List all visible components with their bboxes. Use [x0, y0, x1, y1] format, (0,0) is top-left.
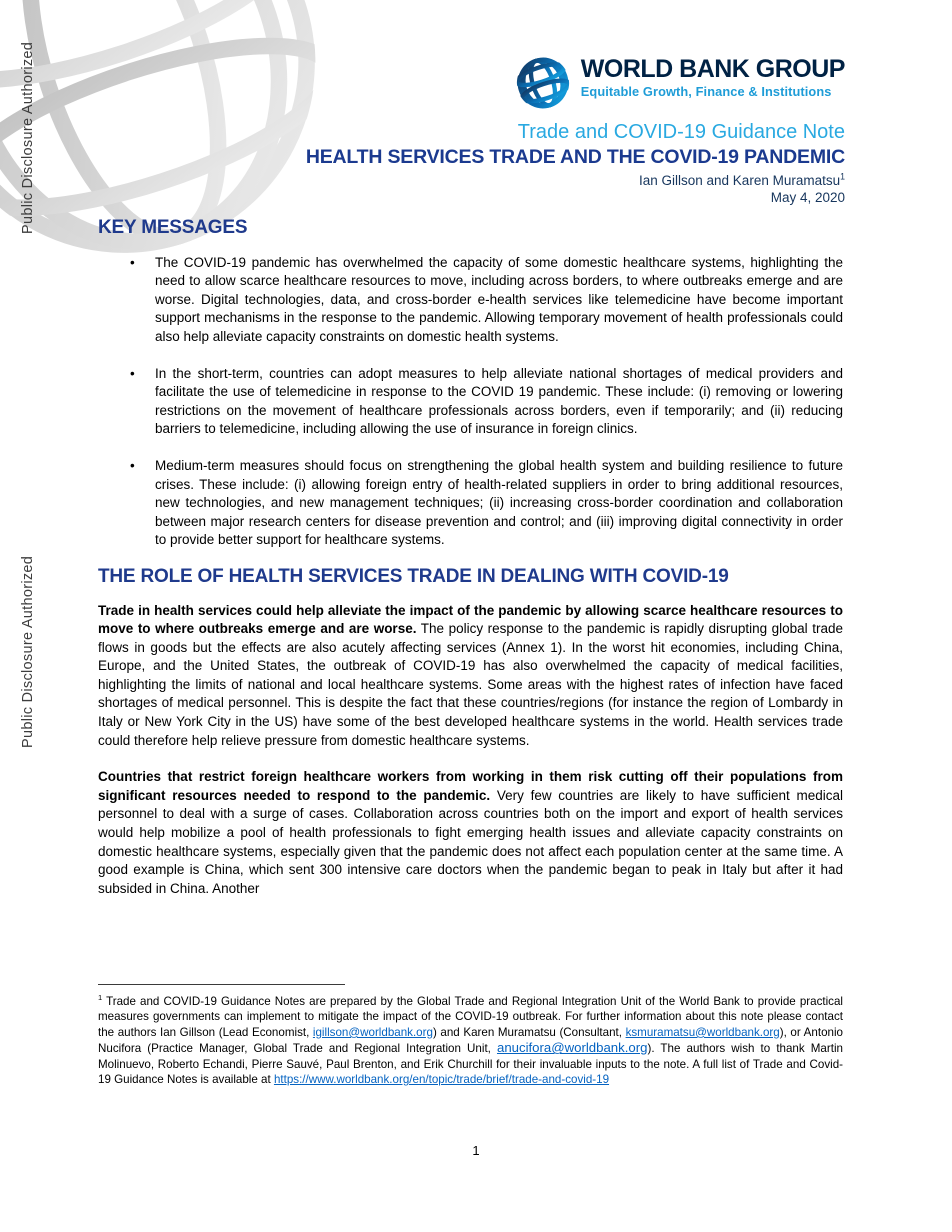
world-bank-globe-icon [514, 54, 572, 112]
footnote-marker: 1 [98, 993, 103, 1003]
role-section-heading: THE ROLE OF HEALTH SERVICES TRADE IN DEALING WITH COVID-19 [98, 565, 729, 587]
footnote-text: ), or Antonio Nucifora (Practice Manager, Global Trade and Regional Integration Unit, [98, 1025, 844, 1056]
paragraph-rest: Very few countries are likely to have sufficient medical personnel to deal with a surge of cases. Collaboration across countries both on the import and export of health services would help mobilize a pool of health professionals to fight emerging health issues and alleviate capacity constraints on domestic healthcare systems, especially given that the pandemic does not affect each population center at the same time. A good example is China, which sent 300 intensive care doctors when the pandemic began to peak in Italy but after it had subsided in China. Another [98, 787, 844, 896]
list-item [130, 254, 843, 347]
paragraph [98, 602, 843, 751]
bullet-text: Medium-term measures should focus on strengthening the global health system and building resilience to future crises. These include: (i) allowing foreign entry of health-related suppliers in order to bring additional resources, new technologies, and new management techniques; (ii) increasing cross-border coordination and collaboration between major research centers for disease prevention and control; and (iii) improving digital connectivity in order to provide better support for healthcare systems. [155, 457, 843, 548]
logo-text-block [581, 54, 845, 99]
footnote-text: ) and Karen Muramatsu (Consultant, [432, 1025, 626, 1039]
footnote-link[interactable]: anucifora@worldbank.org [496, 1040, 648, 1056]
footnote-text: Trade and COVID-19 Guidance Notes are prepared by the Global Trade and Regional Integration Unit of the World Bank to provide practical measures governments can implement to mitigate the impact of the COVID-19 outbreak. For further information about this note please contact the authors Ian Gillson (Lead Economist, [98, 995, 843, 1039]
authors-names: Ian Gillson and Karen Muramatsu [639, 173, 841, 188]
footnote-link[interactable]: ksmuramatsu@worldbank.org [625, 1025, 780, 1039]
public-disclosure-label: Public Disclosure Authorized [20, 41, 36, 234]
footnote-link[interactable]: https://www.worldbank.org/en/topic/trade/brief/trade-and-covid-19 [273, 1073, 610, 1087]
paragraph-lead: Trade in health services could help alleviate the impact of the pandemic by allowing scarce healthcare resources to move to where outbreaks emerge and are worse. [98, 602, 843, 637]
paragraph-rest: The policy response to the pandemic is rapidly disrupting global trade flows in goods but the effects are also acutely affecting services (Annex 1). In the worst hit economies, including China, Europe, and the United States, the outbreak of COVID-19 has also overwhelmed the capacity of medical facilities, highlighting the limits of national and local healthcare systems. Some areas with the highest rates of infection have faced shortages of medical personnel. This is despite the fact that these countries/regions (for instance the region of Lombardy in Italy or New York City in the US) have some of the best developed healthcare systems in the world. Health services trade could therefore help relieve pressure from domestic healthcare systems. [98, 621, 843, 748]
bullet-icon: • [130, 365, 135, 381]
logo-tagline: Equitable Growth, Finance & Institutions [580, 84, 832, 100]
bullet-text: In the short-term, countries can adopt measures to help alleviate national shortages of medical providers and facilitate the use of telemedicine in response to the COVID 19 pandemic. These include: (i) removing or lowering restrictions on the movement of healthcare professionals across borders, even if temporarily; and (ii) reducing barriers to telemedicine, including allowing the use of insurance in foreign clinics. [155, 365, 843, 437]
page-number: 1 [0, 1143, 952, 1158]
paragraph [98, 768, 843, 898]
bullet-text: The COVID-19 pandemic has overwhelmed the capacity of some domestic healthcare systems, highlighting the need to allow scarce healthcare resources to move, including across borders, to where outbreaks emerge and are worse. Digital technologies, data, and cross-border e-health services like telemedicine have become important support mechanisms in the response to the pandemic. Allowing temporary movement of health professionals could also help alleviate capacity constraints on domestic health systems. [155, 254, 843, 344]
world-bank-logo [306, 54, 845, 112]
date-line: May 4, 2020 [770, 190, 845, 205]
document-title: HEALTH SERVICES TRADE AND THE COVID-19 PANDEMIC [305, 146, 845, 168]
bullet-icon: • [130, 457, 135, 473]
list-item [130, 457, 843, 550]
authors-line [306, 173, 845, 188]
footnote-body [98, 995, 843, 1086]
footnote-separator [98, 984, 345, 985]
footnote-link[interactable]: igillson@worldbank.org [312, 1025, 433, 1039]
document-body [98, 219, 843, 916]
paragraph-lead: Countries that restrict foreign healthcare workers from working in them risk cutting off their populations from significant resources needed to respond to the pandemic. [98, 769, 843, 803]
footnote-text: ). The authors wish to thank Martin Molinuevo, Roberto Echandi, Pierre Sauvé, Paul Brenton, and Erik Churchill for their invaluable inputs to the note. A full list of Trade and Covid-19 Guidance Notes is available at [98, 1042, 843, 1087]
authors-footnote-ref: 1 [840, 171, 845, 182]
series-title: Trade and COVID-19 Guidance Note [517, 121, 845, 143]
document-header [306, 54, 845, 205]
key-messages-list [98, 254, 843, 550]
list-item [130, 365, 843, 439]
footnote [98, 984, 843, 1087]
key-messages-heading: KEY MESSAGES [98, 217, 248, 238]
public-disclosure-label: Public Disclosure Authorized [20, 555, 36, 748]
bullet-icon: • [130, 254, 135, 270]
logo-title: WORLD BANK GROUP [580, 55, 845, 83]
